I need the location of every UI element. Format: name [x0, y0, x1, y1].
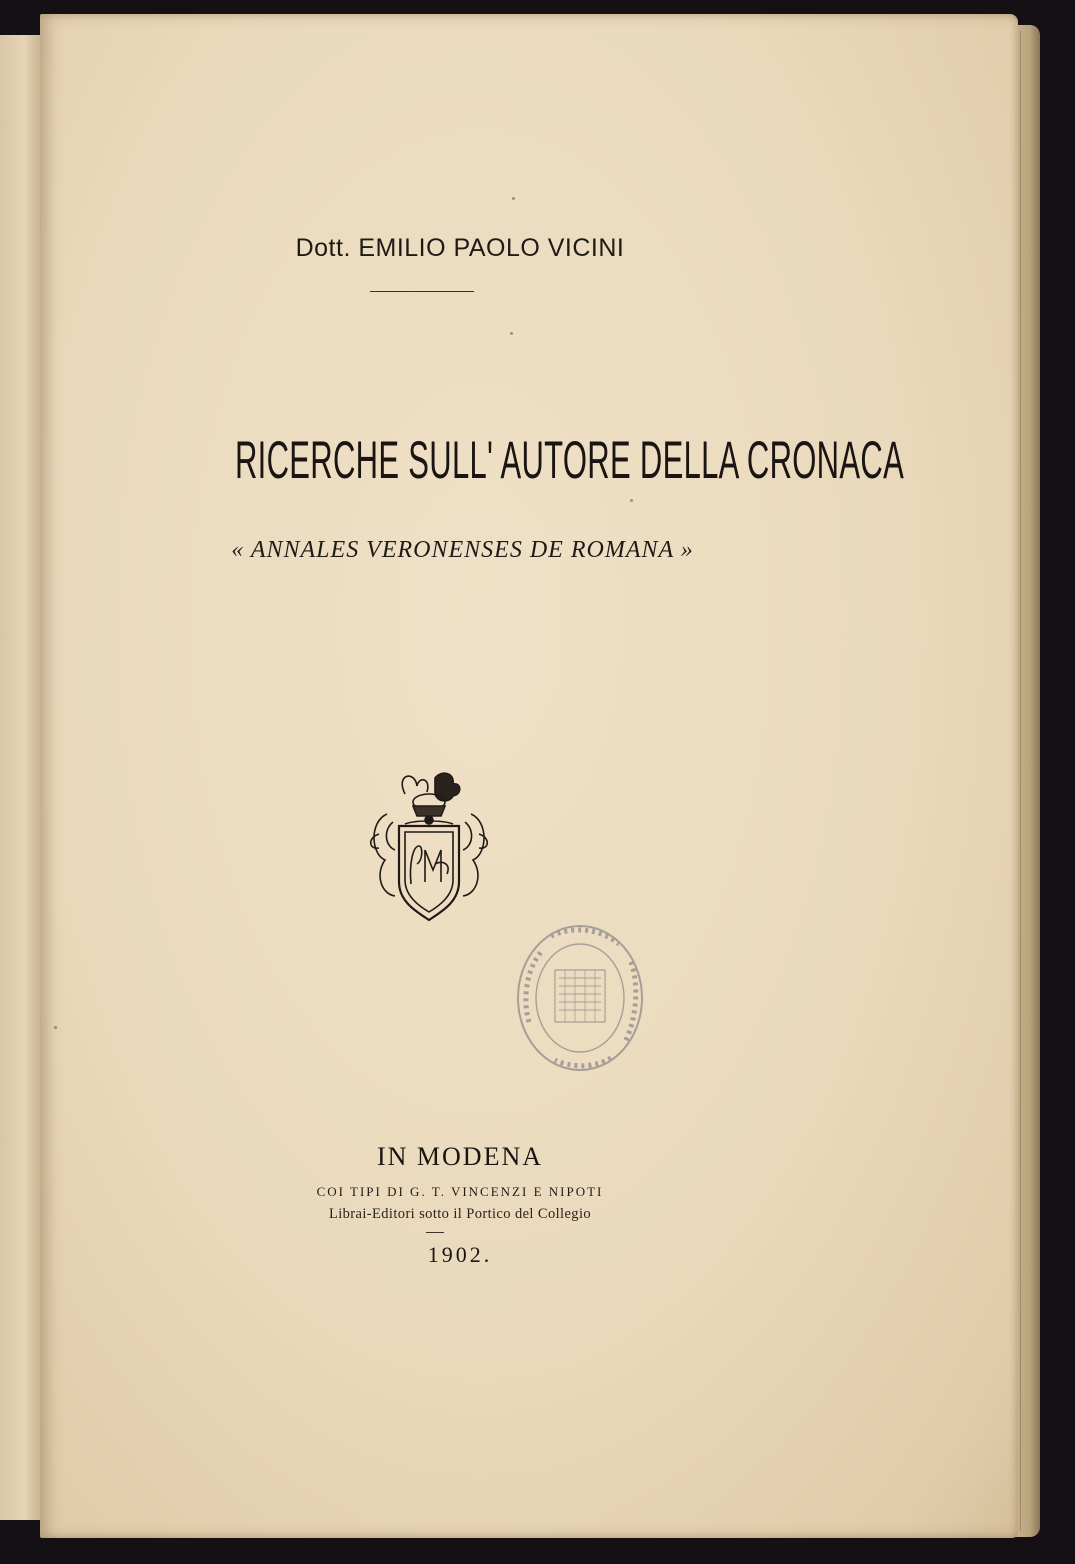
imprint-rule: [426, 1232, 444, 1233]
library-stamp-icon: [515, 922, 645, 1074]
book-title: [234, 430, 905, 490]
imprint-place: IN MODENA: [376, 1142, 544, 1171]
book-title-text: RICERCHE SULL' AUTORE DELLA CRONACA: [234, 430, 905, 490]
divider-rule: [370, 291, 474, 292]
paper-speck: [510, 332, 513, 335]
paper-speck: [630, 499, 633, 502]
left-page-edge: [0, 35, 41, 1520]
imprint-year: 1902.: [427, 1242, 493, 1267]
imprint-printer: COI TIPI DI G. T. VINCENZI E NIPOTI: [316, 1184, 604, 1199]
title-page: [40, 14, 1018, 1538]
coat-of-arms-icon: [365, 764, 493, 924]
author-name: Dott. EMILIO PAOLO VICINI: [295, 234, 625, 262]
paper-speck: [512, 197, 515, 200]
imprint-publisher: Librai-Editori sotto il Portico del Collegio: [328, 1206, 592, 1222]
book-subtitle: « ANNALES VERONENSES DE ROMANA »: [231, 537, 694, 563]
paper-speck: [54, 1026, 57, 1029]
